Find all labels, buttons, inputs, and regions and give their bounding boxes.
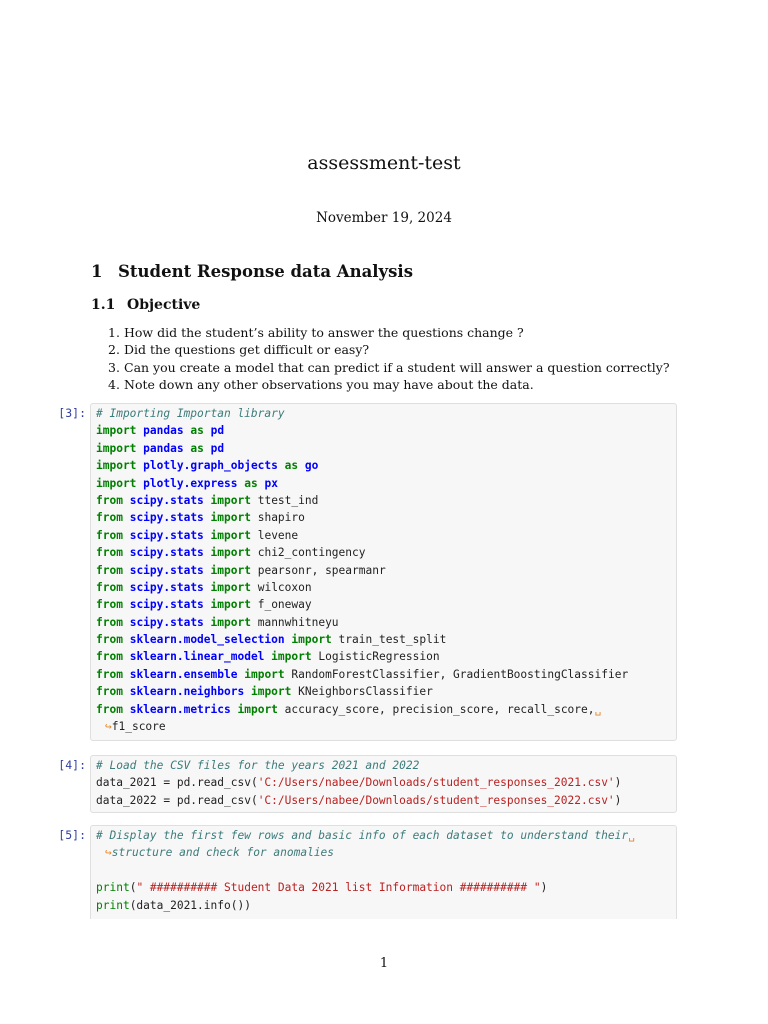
list-item-text: How did the student’s ability to answer the questions change ? — [124, 325, 524, 340]
code-line: from scipy.stats import mannwhitneyu — [96, 615, 339, 629]
code-line: import plotly.graph_objects as go — [96, 459, 319, 473]
code-comment: # Importing Importan library — [96, 407, 285, 420]
list-marker: 2. — [108, 342, 120, 358]
code-line: from scipy.stats import levene — [96, 528, 299, 542]
code-line: data_2021 = pd.read_csv('C:/Users/nabee/Downloads/student_responses_2021.csv') — [96, 776, 622, 790]
section-number: 1 — [91, 262, 103, 281]
code-line: from sklearn.metrics import accuracy_score, precision_score, recall_score,␣ — [96, 702, 602, 716]
list-item-text: Note down any other observations you may have about the data. — [124, 377, 534, 393]
code-input-area[interactable] — [90, 755, 677, 813]
subsection-number: 1.1 — [91, 297, 116, 313]
code-input-area[interactable] — [90, 403, 677, 741]
document-date: November 19, 2024 — [316, 210, 452, 226]
list-marker: 3. — [108, 359, 120, 375]
subsection-title: Objective — [127, 297, 201, 313]
document-title: assessment-test — [307, 152, 461, 174]
blank-line — [96, 862, 671, 879]
code-comment: # Display the first few rows and basic info of each dataset to understand their␣ — [96, 829, 635, 842]
list-item-text: Did the questions get difficult or easy? — [124, 342, 370, 358]
code-comment: # Load the CSV files for the years 2021 and 2022 — [96, 759, 420, 772]
list-item — [108, 359, 670, 376]
code-line: import pandas as pd — [96, 424, 225, 438]
code-line: from scipy.stats import f_oneway — [96, 598, 312, 612]
section-title: Student Response data Analysis — [118, 262, 413, 281]
code-input-area[interactable] — [90, 825, 677, 919]
code-line: data_2022 = pd.read_csv('C:/Users/nabee/Downloads/student_responses_2022.csv') — [96, 793, 622, 807]
code-line: import plotly.express as px — [96, 476, 278, 490]
code-line-continuation: ↪f1_score — [105, 720, 166, 734]
code-line: from scipy.stats import shapiro — [96, 511, 305, 525]
wrap-mark-icon: ␣ — [594, 702, 602, 716]
code-line: from sklearn.ensemble import RandomForestClassifier, GradientBoostingClassifier — [96, 667, 629, 681]
code-line: from sklearn.model_selection import train_test_split — [96, 633, 447, 647]
code-line: import pandas as pd — [96, 441, 225, 455]
code-comment-continuation: ↪structure and check for anomalies — [105, 846, 335, 860]
wrap-mark-icon: ␣ — [628, 829, 635, 842]
list-item — [108, 376, 670, 393]
subsection-heading — [91, 297, 200, 313]
cell-prompt: [4]: — [58, 758, 86, 772]
code-line: from scipy.stats import wilcoxon — [96, 580, 312, 594]
code-line: print(data_2021.info()) — [96, 898, 251, 912]
list-item — [108, 341, 670, 358]
code-line: print(" ########## Student Data 2021 list Information ########## ") — [96, 881, 548, 895]
list-item — [108, 324, 670, 341]
section-heading — [91, 262, 413, 281]
list-marker: 4. — [108, 377, 120, 393]
code-line: from scipy.stats import pearsonr, spearmanr — [96, 563, 386, 577]
code-line: from scipy.stats import chi2_contingency — [96, 546, 366, 560]
code-line: from sklearn.linear_model import LogisticRegression — [96, 650, 440, 664]
objectives-list — [108, 324, 670, 394]
page-number: 1 — [379, 956, 389, 971]
continuation-arrow-icon: ↪ — [105, 846, 112, 860]
cell-prompt: [3]: — [58, 406, 86, 420]
cell-prompt: [5]: — [58, 828, 86, 842]
code-line: from sklearn.neighbors import KNeighborsClassifier — [96, 685, 433, 699]
code-line: from scipy.stats import ttest_ind — [96, 493, 319, 507]
continuation-arrow-icon: ↪ — [105, 720, 112, 734]
list-item-text: Can you create a model that can predict if a student will answer a question correctly? — [124, 359, 670, 375]
list-marker: 1. — [108, 325, 120, 340]
